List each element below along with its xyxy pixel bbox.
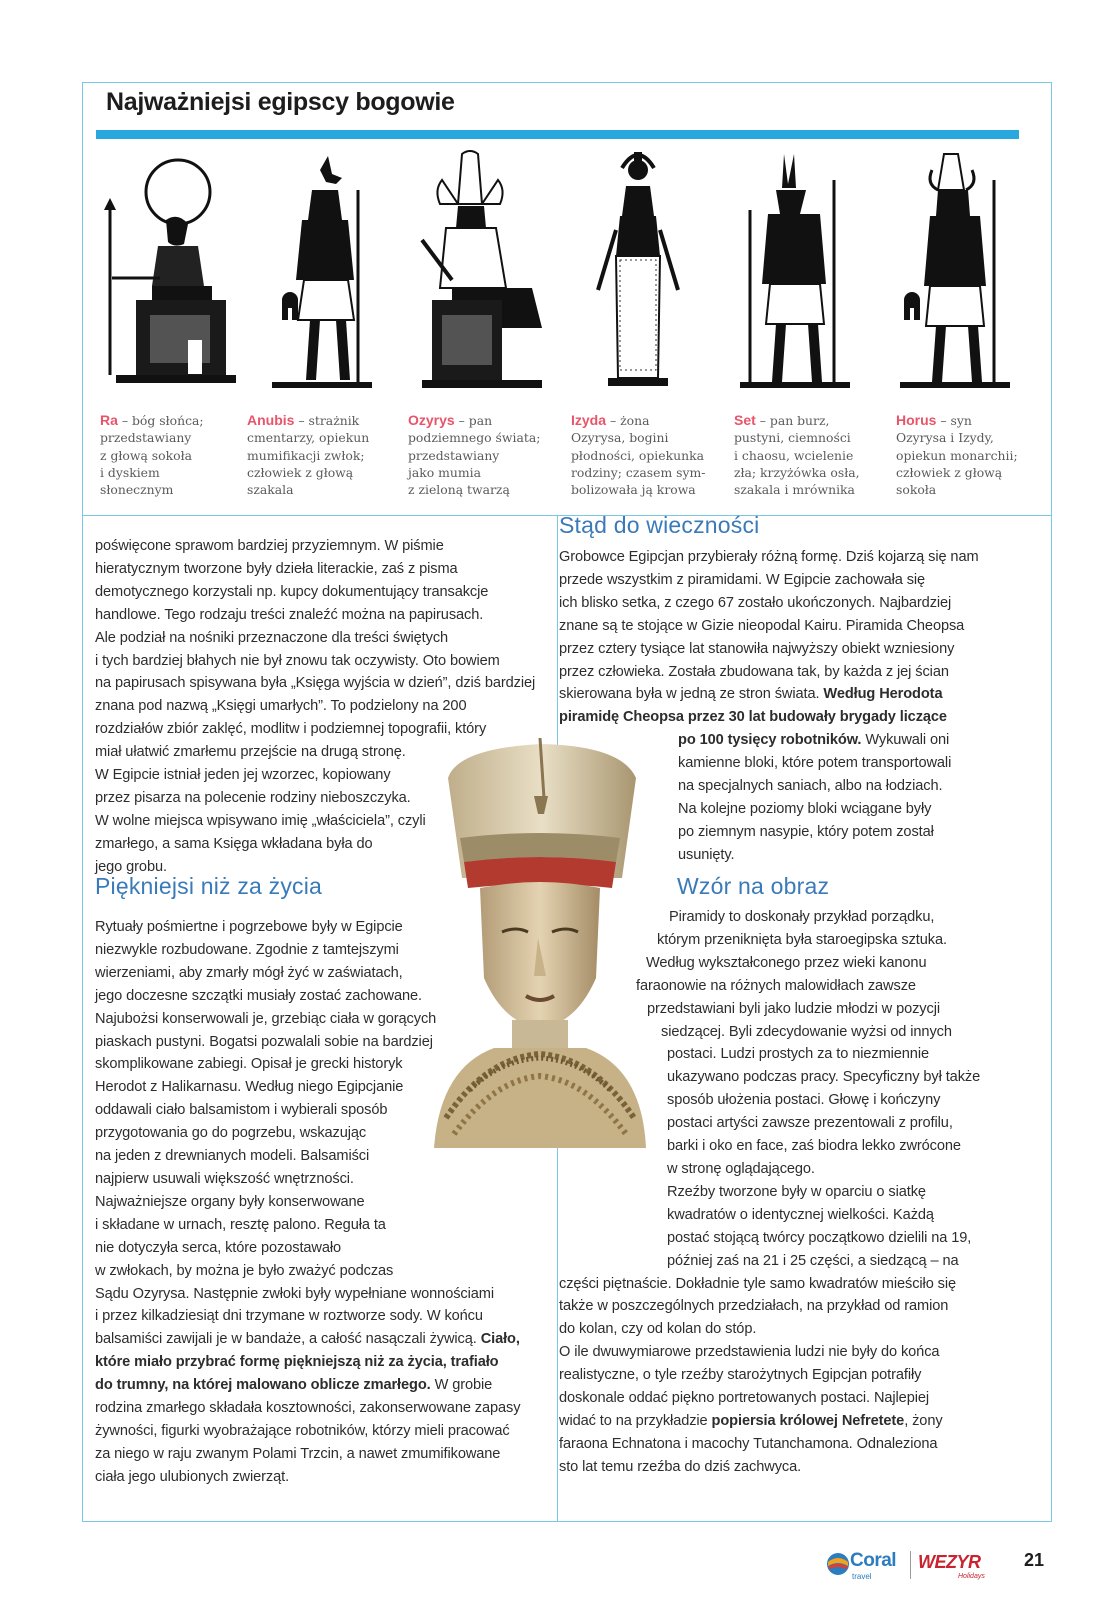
god-caption-osiris: Ozyrys – pan podziemnego świata; przedstawiany jako mumia z zieloną twarzą [408, 412, 541, 498]
left-intro-paragraph: poświęcone sprawom bardziej przyziemnym. W piśmie hieratycznym tworzone były dzieła literackie, zaś z pisma demotycznego korzystali np. kupcy dokumentujący transakcje handlowe. Tego rodzaju treści znaleźć można na papirusach. Ale podział na nośniki przeznaczone dla treści świętych i tych bardziej błahych nie był znowu tak oczywisty. Oto bowiem na papirusach spisywana była „Księga wyjścia w dzień”, dziś bardziej znana pod nazwą „Księgi umarłych”. To podzielony na 200 rozdziałów zbiór zaklęć, modlitw i podziemnej topografii, który miał ułatwić zmarłemu przejście na drugą stronę. W Egipcie istniał jeden jej wzorzec, kopiowany przez pisarza na polecenie rodziny nieboszczyka. W wolne miejsca wpisywano imię „właściciela”, czyli zmarłego, a sama Księga wkładana była do jego grobu. [95, 538, 536, 875]
right-art-paragraph: Piramidy to doskonały przykład porządku, którym przeniknięta była staroegipska sztuka. Według wykształconego przez wieki kanonu faraonowie na różnych malowidłach zawsze przedstawiani byli jako ludzie młodzi w pozycji siedzącej. Byli zdecydowanie wyżsi od innych postaci. Ludzi prostych za to niezmiennie ukazywano podczas pracy. Specyficzny był także sposób ułożenia postaci. Głowę i kończyny postaci artyści zawsze prezentowali z profilu, barki i oko en face, zaś biodra lekko zwrócone w stronę oglądającego. Rzeźby tworzone były w oparciu o siatkę kwadratów o identycznej wielkości. Każdą postać stojącą twórcy początkowo dzielili na 19, później zaś na 21 i 25 części, a siedzącą – na części piętnaście. Dokładnie tyle samo kwadratów mieściło się także w poszczególnych przedziałach, na przykład od ramion do kolan, czy od kolan do stóp. O ile dwuwymiarowe przedstawienia ludzi nie były do końca realistyczne, o tyle rzeźby starożytnych Egipcjan potrafiły doskonale oddać piękno portretowanych postaci. Najlepiej widać to na przykładzie popiersia królowej Nefretete, żony faraona Echnatona i macochy Tutanchamona. Odnaleziona sto lat temu rzeźba do dziś zachwyca. [559, 909, 981, 1475]
god-name: Anubis [247, 412, 295, 428]
heading-stad-do-wiecznosci: Stąd do wieczności [559, 512, 760, 538]
left-main-paragraph: Rytuały pośmiertne i pogrzebowe były w Egipcie niezwykle rozbudowane. Zgodnie z tamtejszymi wierzeniami, aby zmarły mógł żyć w zaświatach, jego doczesne szczątki musiały zostać zachowane. Najubożsi konserwowali je, grzebiąc ciała w gorących piaskach pustyni. Bogatsi pozwalali sobie na bardziej skomplikowane zabiegi. Opisał je grecki historyk Herodot z Halikarnasu. Według niego Egipcjanie oddawali ciało balsamistom i wybierali sposób przygotowania go do pogrzebu, wskazując na jeden z drewnianych modeli. Balsamiści najpierw usuwali większość wnętrzności. Najważniejsze organy były konserwowane i składane w urnach, resztę palono. Reguła ta nie dotyczyła serca, które pozostawało w zwłokach, by można je było zważyć podczas Sądu Ozyrysa. Następnie zwłoki były wypełniane wonnościami i przez kilkadziesiąt dni trzymane w roztworze sody. W końcu balsamiści zawijali je w bandaże, a całość nasączali żywicą. Ciało, które miało przybrać formę piękniejszą niż za życia, trafiało do trumny, na której malowano oblicze zmarłego. W grobie rodzina zmarłego składała kosztowności, zakonserwowane zapasy żywności, figurki wyobrażające robotników, którzy mieli pracować za niego w raju zwanym Polami Trzcin, a nawet zmumifikowane ciała jego ulubionych zwierząt. [95, 919, 521, 1485]
horus-figure [890, 150, 1020, 390]
coral-ball-icon [826, 1552, 850, 1576]
anubis-figure [262, 150, 382, 390]
logo-divider [910, 1551, 911, 1579]
heading-piekniejsi: Piękniejsi niż za życia [95, 873, 323, 899]
wezyr-holidays-logo[interactable]: WEZYR Holidays [918, 1552, 985, 1580]
god-caption-anubis: Anubis – strażnik cmentarzy, opiekun mumifikacji zwłok; człowiek z głową szakala [247, 412, 370, 498]
god-name: Ra [100, 412, 118, 428]
god-name: Horus [896, 412, 937, 428]
page-title: Najważniejsi egipscy bogowie [106, 88, 455, 116]
god-name: Ozyrys [408, 412, 455, 428]
set-figure [730, 150, 860, 390]
god-caption-set: Set – pan burz, pustyni, ciemności i chaosu, wcielenie zła; krzyżówka osła, szakala i mrównika [734, 412, 860, 498]
right-pyramids-paragraph: Grobowce Egipcjan przybierały różną formę. Dziś kojarzą się nam przede wszystkim z piramidami. W Egipcie zachowała się ich blisko setka, z czego 67 zostało ukończonych. Najbardziej znane są te stojące w Gizie nieopodal Kairu. Piramida Cheopsa przez cztery tysiące lat stanowiła najwyższy obiekt wzniesiony przez człowieka. Została zbudowana tak, by każda z jej ścian skierowana była w jedną ze stron świata. Według Herodota piramidę Cheopsa przez 30 lat budowały brygady liczące po 100 tysięcy robotników. Wykuwali oni kamienne bloki, które potem transportowali na specjalnych saniach, albo na łodziach. Na kolejne poziomy bloki wciągane były po ziemnym nasypie, który potem został usunięty. [559, 549, 979, 863]
osiris-figure [402, 150, 552, 390]
god-caption-horus: Horus – syn Ozyrysa i Izydy, opiekun monarchii; człowiek z głową sokoła [896, 412, 1018, 498]
god-caption-isis: Izyda – żona Ozyrysa, bogini płodności, opiekunka rodziny; czasem sym- bolizowała ją krowa [571, 412, 706, 498]
ra-figure [96, 150, 242, 390]
god-name: Set [734, 412, 756, 428]
coral-travel-logo[interactable]: Coral travel [826, 1548, 904, 1584]
god-name: Izyda [571, 412, 607, 428]
title-underline [96, 130, 1019, 139]
god-caption-ra: Ra – bóg słońca; przedstawiany z głową sokoła i dyskiem słonecznym [100, 412, 204, 498]
heading-wzor-na-obraz: Wzór na obraz [677, 873, 830, 899]
footer-logos [826, 1548, 996, 1584]
page-number: 21 [1024, 1550, 1045, 1570]
isis-figure [578, 150, 698, 390]
